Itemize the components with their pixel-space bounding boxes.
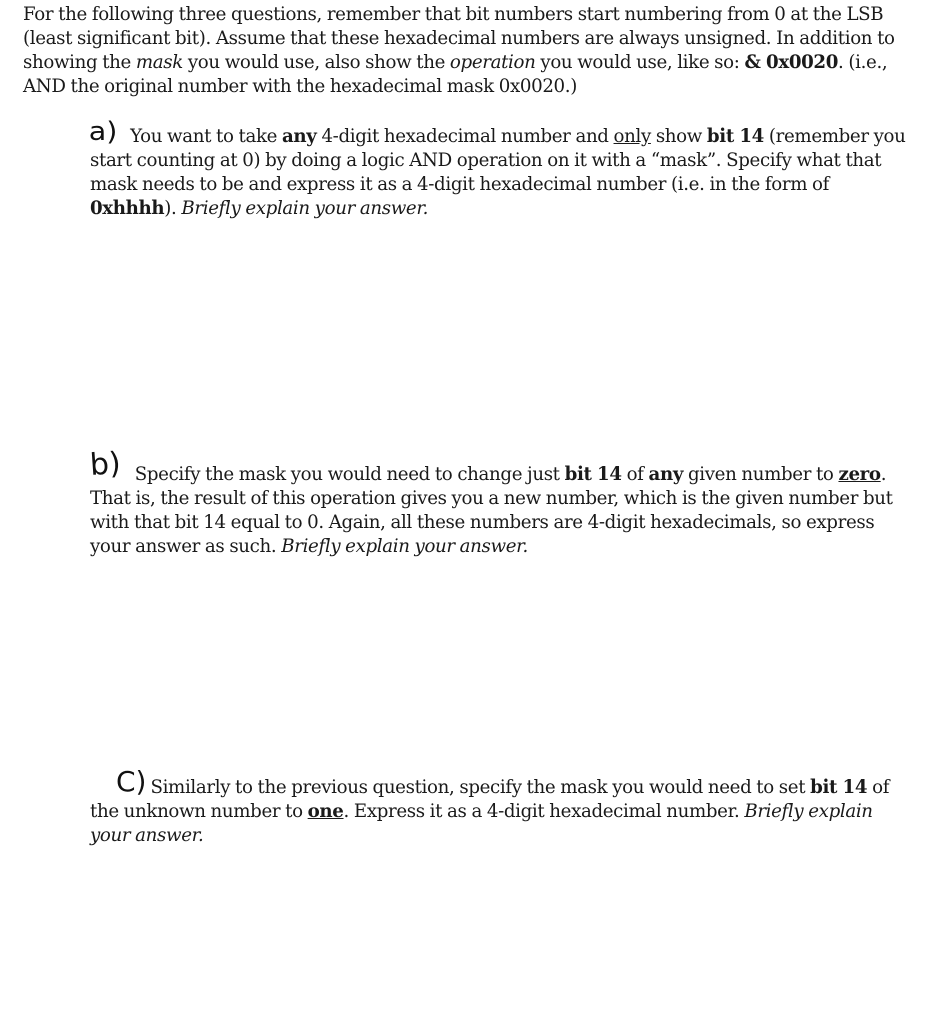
intro-paragraph <box>23 3 923 99</box>
question-a <box>88 117 920 221</box>
question-a-label: a) <box>88 117 118 147</box>
qa-only-word: only <box>613 126 651 147</box>
qa-any-word: any <box>281 126 317 147</box>
qb-bit-word: bit 14 <box>564 464 622 485</box>
qa-text-4: (remember you start counting at 0) by doing a logic AND operation on it with a “mask”. Specify what that mask needs to be and express it as a 4-digit hexadecimal number (i.e. in the form of <box>90 126 906 195</box>
intro-text-2: you would use, also show the <box>182 52 450 73</box>
qb-text-1: Specify the mask you would need to change just <box>134 464 565 485</box>
qb-text-2: of <box>621 464 649 485</box>
qb-explain: Briefly explain your answer. <box>281 536 528 557</box>
mask-word: mask <box>135 52 183 73</box>
question-c-label: C) <box>116 765 147 798</box>
qa-format-word: 0xhhhh <box>90 198 165 219</box>
example-operation: & 0x0020 <box>744 52 839 73</box>
qc-explain: Briefly explain your answer. <box>90 801 873 846</box>
qb-text-3: given number to <box>683 464 839 485</box>
qa-explain: Briefly explain your answer. <box>181 198 429 219</box>
qc-one-word: one <box>307 801 344 822</box>
operation-word: operation <box>449 52 536 73</box>
qa-bit-word: bit 14 <box>706 126 764 147</box>
qb-any-word: any <box>648 464 684 485</box>
qa-text-2: 4-digit hexadecimal number and <box>316 126 614 147</box>
intro-text-1: For the following three questions, remember that bit numbers start numbering from 0 at the LSB (least significant bit). Assume that these hexadecimal numbers are always unsigned. In addition to showing the <box>23 4 895 73</box>
qa-text-5: ). <box>164 198 182 219</box>
qa-text-3: show <box>650 126 707 147</box>
question-b-label: b) <box>88 445 122 484</box>
qc-bit-word: bit 14 <box>810 777 868 798</box>
qa-text-1: You want to take <box>130 126 282 147</box>
intro-text-3: you would use, like so: <box>535 52 745 73</box>
qc-text-2: of the unknown number to <box>90 777 890 822</box>
qc-text-1: Similarly to the previous question, specify the mask you would need to set <box>150 777 811 798</box>
qb-zero-word: zero <box>838 464 881 485</box>
qb-text-4: . That is, the result of this operation gives you a new number, which is the given number but with that bit 14 equal to 0. Again, all these numbers are 4-digit hexadecimals, so express your answer as such. <box>90 464 893 557</box>
question-c <box>90 765 900 848</box>
question-b <box>88 445 905 559</box>
intro-text-4: . (i.e., AND the original number with the hexadecimal mask 0x0020.) <box>23 52 888 97</box>
qc-text-3: . Express it as a 4-digit hexadecimal number. <box>343 801 745 822</box>
